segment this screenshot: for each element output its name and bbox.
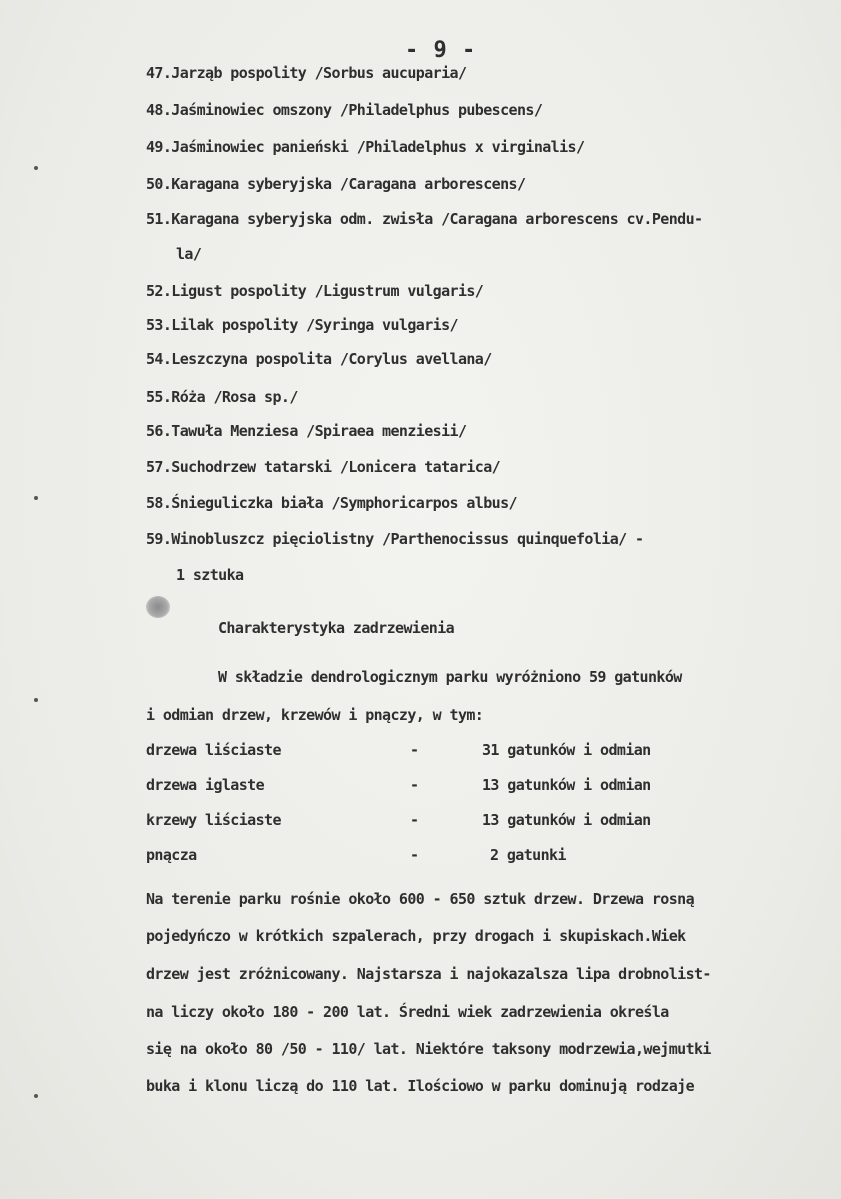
- ink-blot: [146, 596, 170, 618]
- list-item: 52.Ligust pospolity /Ligustrum vulgaris/: [146, 282, 484, 300]
- summary-dash: -: [410, 846, 419, 864]
- list-item: 59.Winobluszcz pięciolistny /Parthenocissus quinquefolia/ -: [146, 530, 644, 548]
- paragraph-line: buka i klonu liczą do 110 lat. Ilościowo w parku dominują rodzaje: [146, 1077, 695, 1095]
- paragraph-line: pojedyńczo w krótkich szpalerach, przy drogach i skupiskach.Wiek: [146, 927, 686, 945]
- margin-mark: [34, 166, 38, 170]
- paragraph-line: Na terenie parku rośnie około 600 - 650 sztuk drzew. Drzewa rosną: [146, 890, 695, 908]
- paragraph-line: W składzie dendrologicznym parku wyróżniono 59 gatunków: [218, 668, 682, 686]
- paragraph-line: się na około 80 /50 - 110/ lat. Niektóre taksony modrzewia,wejmutki: [146, 1040, 711, 1058]
- summary-count: 31 gatunków i odmian: [482, 741, 651, 759]
- margin-mark: [34, 496, 38, 500]
- list-item: 50.Karagana syberyjska /Caragana arborescens/: [146, 175, 526, 193]
- summary-category: drzewa liściaste: [146, 741, 281, 759]
- list-item: 57.Suchodrzew tatarski /Lonicera tatarica/: [146, 458, 501, 476]
- summary-dash: -: [410, 776, 419, 794]
- list-item: 55.Róża /Rosa sp./: [146, 388, 298, 406]
- list-item-continuation: 1 sztuka: [176, 566, 244, 584]
- summary-category: drzewa iglaste: [146, 776, 265, 794]
- page-number: - 9 -: [405, 38, 477, 63]
- section-title: Charakterystyka zadrzewienia: [218, 619, 455, 637]
- list-item: 49.Jaśminowiec panieński /Philadelphus x virginalis/: [146, 138, 585, 156]
- summary-dash: -: [410, 741, 419, 759]
- list-item-continuation: la/: [176, 245, 202, 263]
- list-item: 48.Jaśminowiec omszony /Philadelphus pubescens/: [146, 101, 543, 119]
- summary-dash: -: [410, 811, 419, 829]
- list-item: 56.Tawuła Menziesa /Spiraea menziesii/: [146, 422, 467, 440]
- paragraph-line: i odmian drzew, krzewów i pnączy, w tym:: [146, 706, 484, 724]
- list-item: 53.Lilak pospolity /Syringa vulgaris/: [146, 316, 458, 334]
- summary-category: pnącza: [146, 846, 197, 864]
- summary-count: 2 gatunki: [490, 846, 566, 864]
- paragraph-line: na liczy około 180 - 200 lat. Średni wiek zadrzewienia określa: [146, 1003, 669, 1021]
- list-item: 47.Jarząb pospolity /Sorbus aucuparia/: [146, 64, 467, 82]
- summary-count: 13 gatunków i odmian: [482, 811, 651, 829]
- list-item: 58.Śnieguliczka biała /Symphoricarpos albus/: [146, 494, 517, 512]
- margin-mark: [34, 1094, 38, 1098]
- margin-mark: [34, 698, 38, 702]
- list-item: 54.Leszczyna pospolita /Corylus avellana/: [146, 350, 492, 368]
- paragraph-line: drzew jest zróżnicowany. Najstarsza i najokazalsza lipa drobnolist-: [146, 965, 711, 983]
- summary-count: 13 gatunków i odmian: [482, 776, 651, 794]
- list-item: 51.Karagana syberyjska odm. zwisła /Caragana arborescens cv.Pendu-: [146, 210, 703, 228]
- summary-category: krzewy liściaste: [146, 811, 281, 829]
